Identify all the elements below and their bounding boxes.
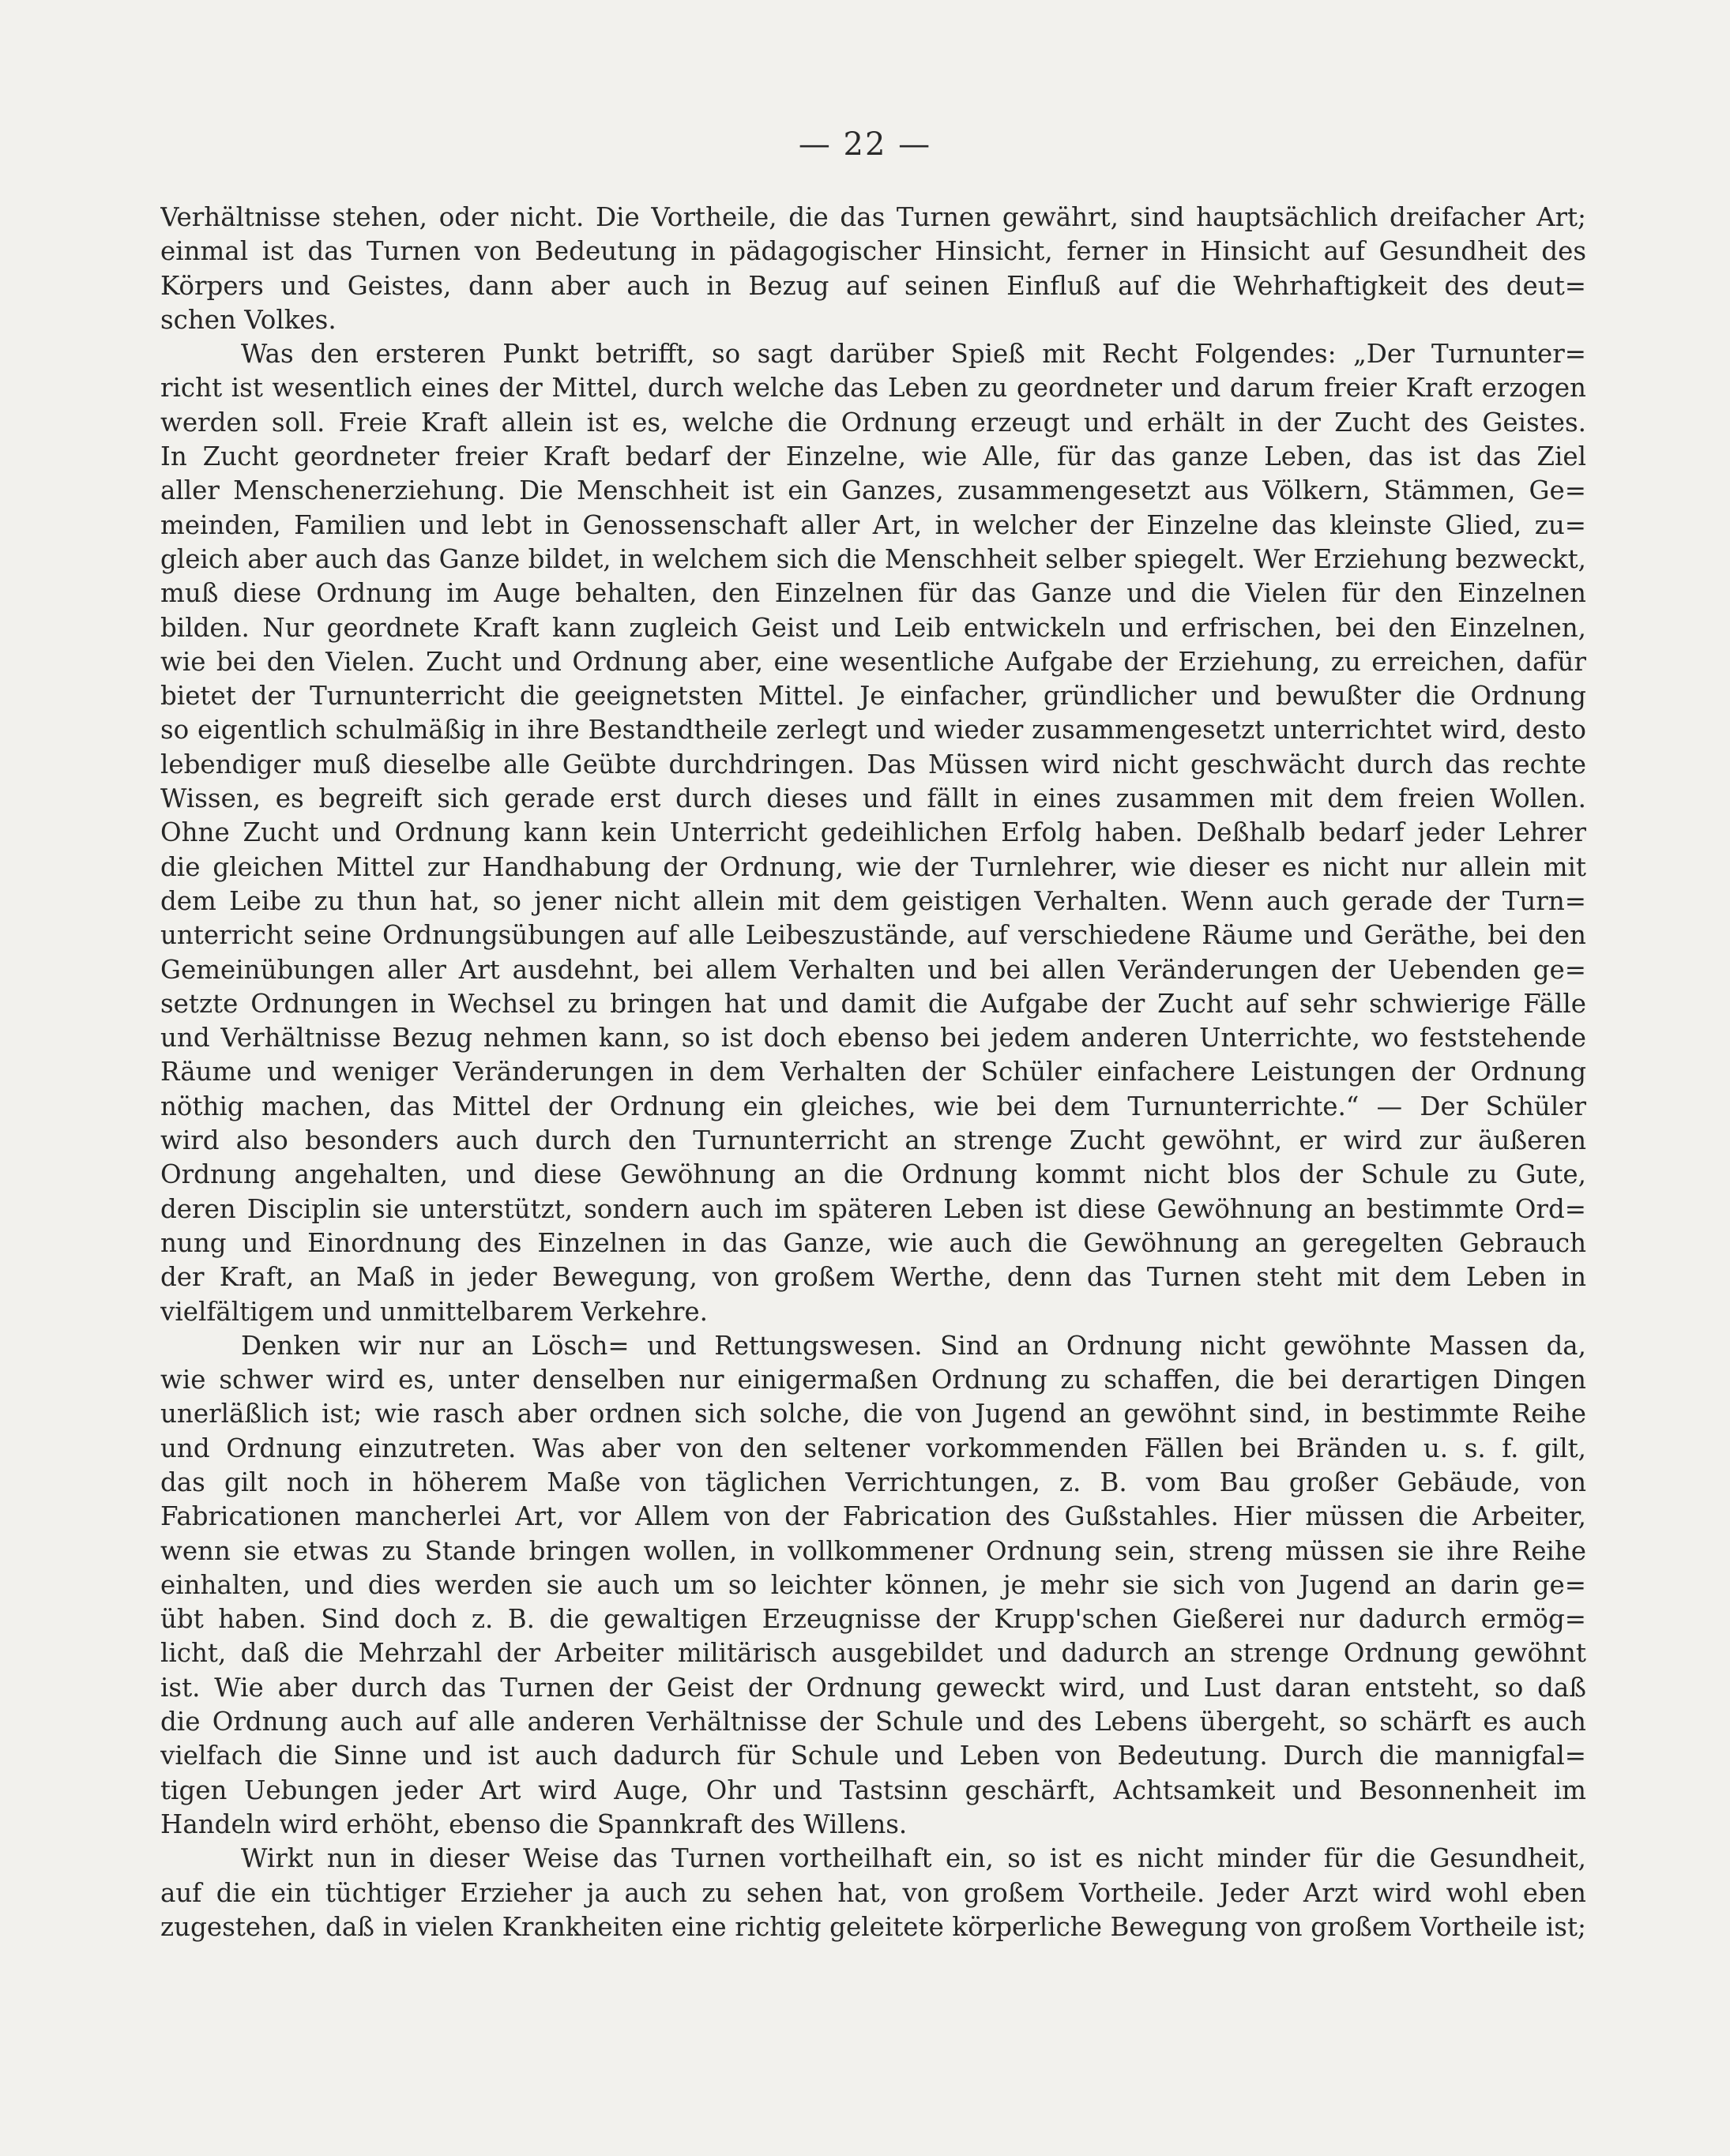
text-line: bietet der Turnunterricht die geeignetsten Mittel. Je einfacher, gründlicher und bewußter die Ordnung (160, 681, 1586, 712)
text-line: und Ordnung einzutreten. Was aber von den seltener vorkommenden Fällen bei Bränden u. s. f. gilt, (160, 1433, 1586, 1463)
text-line: Gemeinübungen aller Art ausdehnt, bei allem Verhalten und bei allen Veränderungen der Uebenden ge= (160, 954, 1586, 985)
text-line: In Zucht geordneter freier Kraft bedarf der Einzelne, wie Alle, für das ganze Leben, das ist das Ziel (160, 441, 1586, 472)
text-line: die gleichen Mittel zur Handhabung der Ordnung, wie der Turnlehrer, wie dieser es nicht nur allein mit (160, 851, 1586, 882)
text-line: nung und Einordnung des Einzelnen in das Ganze, wie auch die Gewöhnung an geregelten Gebrauch (160, 1227, 1586, 1258)
text-line: Wissen, es begreift sich gerade erst durch dieses und fällt in eines zusammen mit dem freien Wollen. (160, 783, 1586, 814)
text-line: Wirkt nun in dieser Weise das Turnen vortheilhaft ein, so ist es nicht minder für die Gesundheit, (241, 1843, 1586, 1874)
text-line: deren Disciplin sie unterstützt, sondern auch im späteren Leben ist diese Gewöhnung an bestimmte Ord= (160, 1193, 1586, 1224)
text-line: und Verhältnisse Bezug nehmen kann, so ist doch ebenso bei jedem anderen Unterrichte, wo feststehende (160, 1023, 1586, 1054)
text-line: einhalten, und dies werden sie auch um so leichter können, je mehr sie sich von Jugend an darin ge= (160, 1569, 1586, 1600)
body-text (160, 201, 1586, 1944)
text-line: Räume und weniger Veränderungen in dem Verhalten der Schüler einfachere Leistungen der Ordnung (160, 1057, 1586, 1087)
text-line: die Ordnung auch auf alle anderen Verhältnisse der Schule und des Lebens übergeht, so schärft es auch (160, 1707, 1586, 1737)
text-line: schen Volkes. (160, 304, 337, 335)
text-line: gleich aber auch das Ganze bildet, in welchem sich die Menschheit selber spiegelt. Wer Erziehung bezweckt, (160, 543, 1586, 574)
text-line: der Kraft, an Maß in jeder Bewegung, von großem Werthe, denn das Turnen steht mit dem Leben in (160, 1262, 1586, 1293)
text-line: Verhältnisse stehen, oder nicht. Die Vortheile, die das Turnen gewährt, sind hauptsächlich dreifacher Art; (160, 202, 1586, 232)
text-line: richt ist wesentlich eines der Mittel, durch welche das Leben zu geordneter und darum freier Kraft erzogen (160, 373, 1586, 404)
text-line: Körpers und Geistes, dann aber auch in Bezug auf seinen Einfluß auf die Wehrhaftigkeit des deut= (160, 270, 1586, 301)
text-line: unterricht seine Ordnungsübungen auf alle Leibeszustände, auf verschiedene Räume und Geräthe, bei den (160, 920, 1586, 951)
text-line: Handeln wird erhöht, ebenso die Spannkraft des Willens. (160, 1809, 908, 1839)
text-line: zugestehen, daß in vielen Krankheiten eine richtig geleitete körperliche Bewegung von großem Vortheile ist; (160, 1911, 1586, 1942)
text-line: setzte Ordnungen in Wechsel zu bringen hat und damit die Aufgabe der Zucht auf sehr schwierige Fälle (160, 988, 1586, 1019)
text-line: Ohne Zucht und Ordnung kann kein Unterricht gedeihlichen Erfolg haben. Deßhalb bedarf jeder Lehrer (160, 817, 1586, 848)
text-line: einmal ist das Turnen von Bedeutung in pädagogischer Hinsicht, ferner in Hinsicht auf Gesundheit des (160, 236, 1586, 267)
text-line: dem Leibe zu thun hat, so jener nicht allein mit dem geistigen Verhalten. Wenn auch gerade der Turn= (160, 885, 1586, 916)
text-line: wie bei den Vielen. Zucht und Ordnung aber, eine wesentliche Aufgabe der Erziehung, zu erreichen, dafür (160, 646, 1586, 677)
text-line: aller Menschenerziehung. Die Menschheit ist ein Ganzes, zusammengesetzt aus Völkern, Stämmen, Ge= (160, 475, 1586, 506)
text-line: muß diese Ordnung im Auge behalten, den Einzelnen für das Ganze und die Vielen für den Einzelnen (160, 578, 1586, 609)
text-line: wird also besonders auch durch den Turnunterricht an strenge Zucht gewöhnt, er wird zur äußeren (160, 1125, 1586, 1156)
text-line: auf die ein tüchtiger Erzieher ja auch zu sehen hat, von großem Vortheile. Jeder Arzt wird wohl eben (160, 1877, 1586, 1908)
text-line: wenn sie etwas zu Stande bringen wollen, in vollkommener Ordnung sein, streng müssen sie ihre Reihe (160, 1535, 1586, 1566)
text-line: lebendiger muß dieselbe alle Geübte durchdringen. Das Müssen wird nicht geschwächt durch das rechte (160, 749, 1586, 779)
text-line: wie schwer wird es, unter denselben nur einigermaßen Ordnung zu schaffen, die bei derartigen Dingen (160, 1365, 1586, 1395)
text-line: vielfältigem und unmittelbarem Verkehre. (160, 1296, 708, 1327)
page-number: — 22 — (798, 126, 932, 163)
text-line: Was den ersteren Punkt betrifft, so sagt darüber Spieß mit Recht Folgendes: „Der Turnunter= (241, 339, 1586, 370)
text-line: das gilt noch in höherem Maße von täglichen Verrichtungen, z. B. vom Bau großer Gebäude, von (160, 1467, 1586, 1497)
text-line: übt haben. Sind doch z. B. die gewaltigen Erzeugnisse der Krupp'schen Gießerei nur dadurch ermög= (160, 1604, 1586, 1635)
text-line: tigen Uebungen jeder Art wird Auge, Ohr und Tastsinn geschärft, Achtsamkeit und Besonnenheit im (160, 1775, 1586, 1805)
text-line: Denken wir nur an Lösch= und Rettungswesen. Sind an Ordnung nicht gewöhnte Massen da, (241, 1330, 1586, 1361)
text-line: nöthig machen, das Mittel der Ordnung ein gleiches, wie bei dem Turnunterrichte.“ — Der Schüler (160, 1091, 1586, 1121)
text-line: Ordnung angehalten, und diese Gewöhnung an die Ordnung kommt nicht blos der Schule zu Gute, (160, 1159, 1586, 1190)
text-line: Fabricationen mancherlei Art, vor Allem von der Fabrication des Gußstahles. Hier müssen die Arbeiter, (160, 1501, 1586, 1532)
text-line: bilden. Nur geordnete Kraft kann zugleich Geist und Leib entwickeln und erfrischen, bei den Einzelnen, (160, 612, 1586, 643)
text-line: vielfach die Sinne und ist auch dadurch für Schule und Leben von Bedeutung. Durch die mannigfal= (160, 1741, 1586, 1771)
text-line: ist. Wie aber durch das Turnen der Geist der Ordnung geweckt wird, und Lust daran entsteht, so daß (160, 1672, 1586, 1703)
text-line: licht, daß die Mehrzahl der Arbeiter militärisch ausgebildet und dadurch an strenge Ordnung gewöhnt (160, 1638, 1586, 1669)
text-line: so eigentlich schulmäßig in ihre Bestandtheile zerlegt und wieder zusammengesetzt unterrichtet wird, desto (160, 715, 1586, 746)
text-line: werden soll. Freie Kraft allein ist es, welche die Ordnung erzeugt und erhält in der Zucht des Geistes. (160, 407, 1586, 438)
text-line: meinden, Familien und lebt in Genossenschaft aller Art, in welcher der Einzelne das kleinste Glied, zu= (160, 509, 1586, 540)
text-line: unerläßlich ist; wie rasch aber ordnen sich solche, die von Jugend an gewöhnt sind, in bestimmte Reihe (160, 1399, 1586, 1429)
